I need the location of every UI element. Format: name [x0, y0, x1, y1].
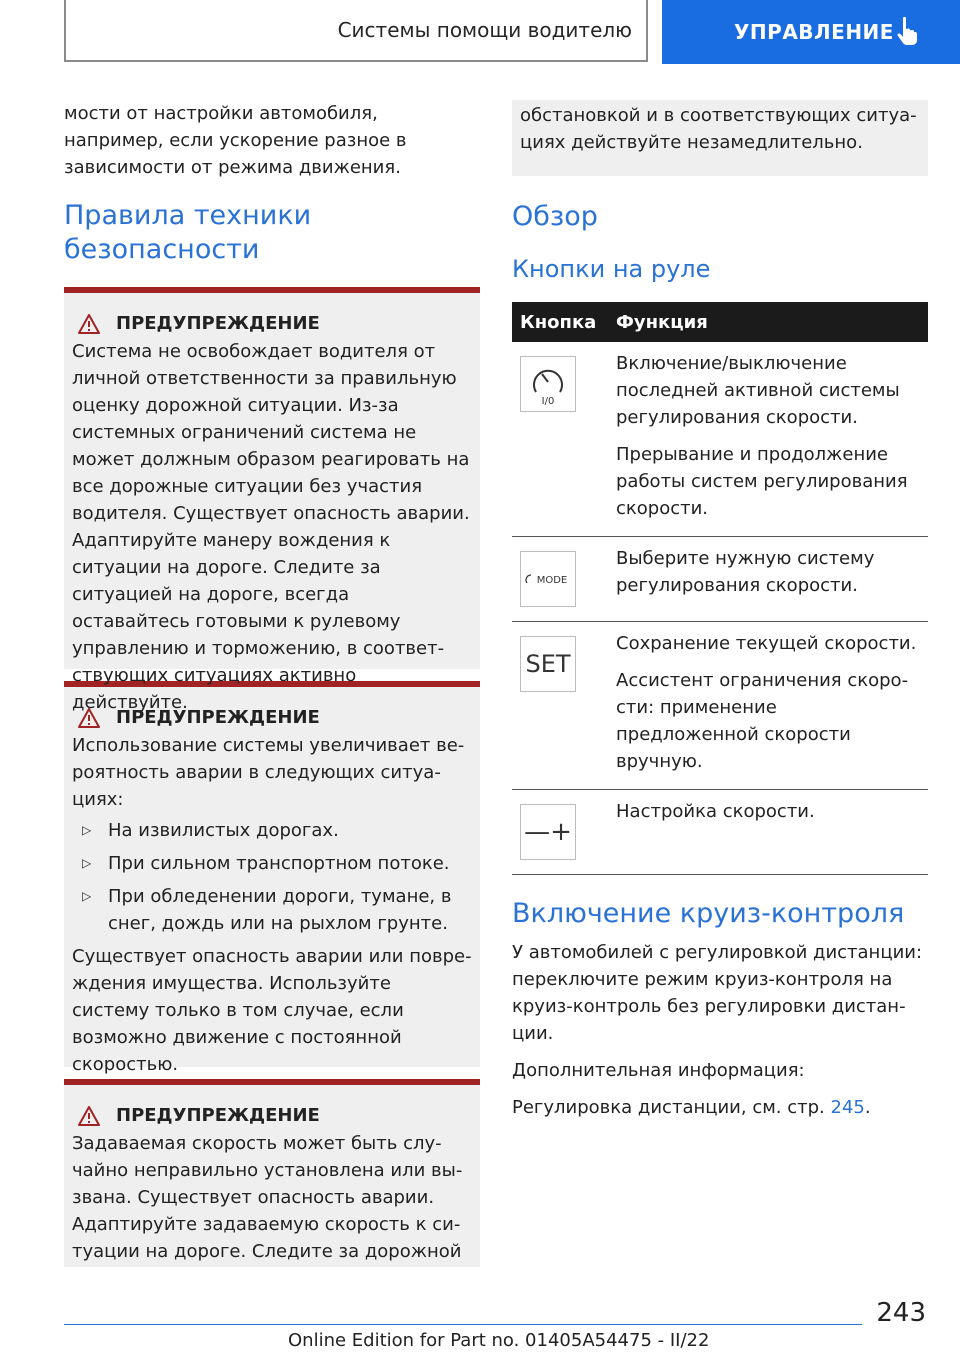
- table-row: [512, 537, 928, 622]
- function-cell: Выберите нужную систему регулирования скорости.: [608, 537, 928, 622]
- table-row: [512, 342, 928, 537]
- hand-pointer-icon: [896, 16, 918, 46]
- warning-text: Использование системы увеличивает вероятность аварии в следующих ситуациях:: [72, 735, 465, 810]
- cruise-text: У автомобилей с регулировкой дистанции: переключите режим круиз-контроля на круиз-контроль без регулировки дистанции.: [512, 942, 923, 1044]
- warning-triangle-icon: [78, 1106, 100, 1126]
- warning-box-3: [64, 1079, 480, 1267]
- set-icon: SET: [520, 636, 576, 692]
- page-number: 243: [876, 1298, 926, 1328]
- triangle-bullet-icon: ▷: [82, 889, 92, 903]
- list-item: ▷ При обледенении дороги, тумане, в снег, дождь или на рыхлом грунте.: [72, 883, 472, 937]
- warning-text: Система не освобождает водителя от личной ответственности за правильную оценку дорожной ситуации. Из-за системных ограничений система не может должным образом реагировать на все дорожные ситуации без участия водителя. Существует опасность аварии. Адаптируйте манеру вождения к ситуации на дороге. Следите за ситуацией на дороге, всегда оставайтесь готовыми к рулевому управлению и торможению, в соответствующих ситуациях активно действуйте.: [72, 341, 470, 713]
- left-column: [64, 100, 480, 1267]
- warning-list: [72, 817, 472, 937]
- column-header-button: Кнопка: [512, 302, 608, 342]
- triangle-bullet-icon: ▷: [82, 823, 92, 837]
- speedometer-i0-icon: [520, 356, 576, 412]
- warning-title: ПРЕДУПРЕЖДЕНИЕ: [116, 313, 320, 334]
- warning-text-2: Существует опасность аварии или повреждения имущества. Используйте систему только в том случае, если возможно движение с постоянной скоростью.: [72, 946, 472, 1075]
- warning-box-1: [64, 287, 480, 713]
- minus-plus-icon: —+: [520, 804, 576, 860]
- warning-title: ПРЕДУПРЕЖДЕНИЕ: [116, 707, 320, 728]
- intro-text: мости от настройки автомобиля, например, если ускорение разное в зависимости от режима движения.: [64, 103, 407, 178]
- safety-heading: Правила техники безопасности: [64, 200, 312, 265]
- header-chapter-tab: [662, 0, 960, 64]
- warning-triangle-icon: [78, 314, 100, 334]
- warning-header: [72, 313, 472, 334]
- warning-title: ПРЕДУПРЕЖДЕНИЕ: [116, 1105, 320, 1126]
- header-section-title: [64, 0, 648, 62]
- right-column: [512, 100, 928, 1121]
- warning-box-2: [64, 681, 480, 1075]
- list-item: ▷ На извилистых дорогах.: [72, 817, 472, 844]
- cruise-heading: Включение круиз-контроля: [512, 898, 905, 929]
- continuation-text: обстановкой и в соответствующих ситуациях действуйте незамедлительно.: [520, 105, 917, 153]
- warning-triangle-icon: [78, 708, 100, 728]
- svg-text:I/0: I/0: [541, 396, 555, 406]
- triangle-bullet-icon: ▷: [82, 856, 92, 870]
- footer-divider: [64, 1324, 862, 1325]
- chapter-title: УПРАВЛЕНИЕ: [734, 20, 894, 44]
- section-title: Системы помощи водителю: [337, 18, 632, 42]
- list-item: ▷ При сильном транспортном потоке.: [72, 850, 472, 877]
- overview-heading: Обзор: [512, 201, 598, 232]
- footer-edition: Online Edition for Part no. 01405A54475 - II/22: [288, 1330, 710, 1351]
- mode-icon: [520, 551, 576, 607]
- column-header-function: Функция: [608, 302, 928, 342]
- svg-text:MODE: MODE: [536, 575, 568, 586]
- function-cell: Настройка скорости.: [608, 790, 928, 875]
- function-cell: Включение/выключение последней активной системы регулирования скорости. Прерывание и продолжение работы систем регулирования скорости.: [608, 342, 928, 537]
- reference-line: Регулировка дистанции, см. стр. 245.: [512, 1097, 871, 1118]
- buttons-heading: Кнопки на руле: [512, 255, 711, 283]
- buttons-table: [512, 302, 928, 875]
- table-header-row: [512, 302, 928, 342]
- table-row: [512, 790, 928, 875]
- table-row: [512, 622, 928, 790]
- warning-text: Задаваемая скорость может быть случайно неправильно установлена или вызвана. Существует опасность аварии. Адаптируйте задаваемую скорость к ситуации на дороге. Следите за дорожной: [72, 1133, 463, 1262]
- more-info-label: Дополнительная информация:: [512, 1060, 805, 1081]
- warning-continuation: [512, 100, 928, 176]
- function-cell: Сохранение текущей скорости. Ассистент ограничения скорости: применение предложенной скорости вручную.: [608, 622, 928, 790]
- warning-header: [72, 707, 472, 728]
- page-reference-link[interactable]: 245: [830, 1097, 865, 1118]
- warning-header: [72, 1105, 472, 1126]
